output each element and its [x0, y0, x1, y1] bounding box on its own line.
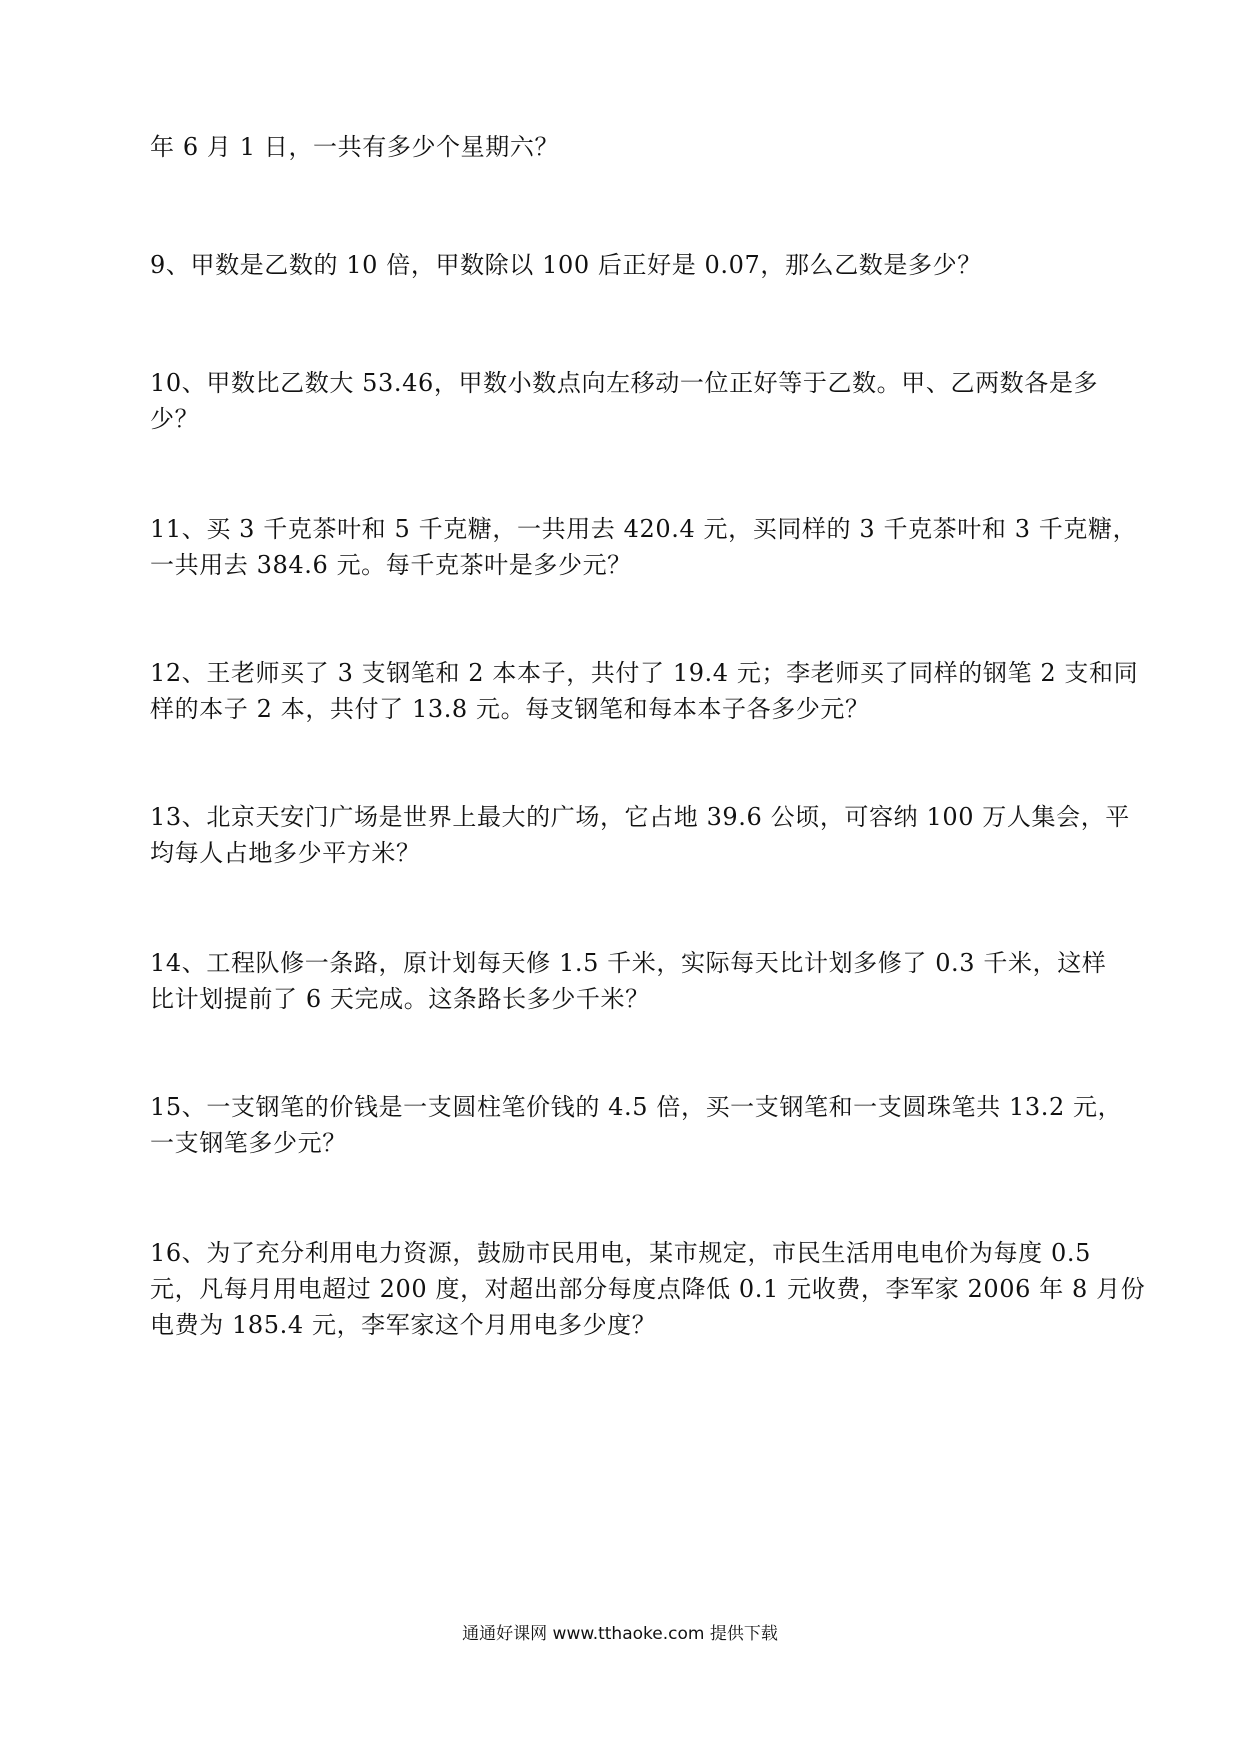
problem-12-line-2: 样的本子 2 本，共付了 13.8 元。每支钢笔和每本本子各多少元？	[150, 695, 870, 723]
problem-16-line-2: 元，凡每月用电超过 200 度，对超出部分每度点降低 0.1 元收费，李军家 2006 年 8 月份	[150, 1275, 1146, 1303]
problem-16-line-3: 电费为 185.4 元，李军家这个月用电多少度？	[150, 1311, 657, 1339]
problem-9: 9、甲数是乙数的 10 倍，甲数除以 100 后正好是 0.07，那么乙数是多少？	[150, 251, 982, 279]
problem-13-line-1: 13、北京天安门广场是世界上最大的广场，它占地 39.6 公顷，可容纳 100 万人集会，平	[150, 803, 1130, 831]
problem-15-line-2: 一支钢笔多少元？	[150, 1129, 347, 1157]
problem-15-line-1: 15、一支钢笔的价钱是一支圆柱笔价钱的 4.5 倍，买一支钢笔和一支圆珠笔共 13.2 元，	[150, 1093, 1123, 1121]
problem-13-line-2: 均每人占地多少平方米？	[150, 839, 421, 867]
problem-14-line-1: 14、工程队修一条路，原计划每天修 1.5 千米，实际每天比计划多修了 0.3 千米，这样	[150, 949, 1107, 977]
problem-16-line-1: 16、为了充分利用电力资源，鼓励市民用电，某市规定，市民生活用电电价为每度 0.5	[150, 1239, 1091, 1267]
problem-8-continuation: 年 6 月 1 日，一共有多少个星期六？	[150, 133, 560, 161]
problem-10-line-2: 少？	[150, 405, 200, 433]
footer-source: 通通好课网 www.tthaoke.com 提供下载	[462, 1624, 778, 1644]
problem-11-line-2: 一共用去 384.6 元。每千克茶叶是多少元？	[150, 551, 632, 579]
problem-14-line-2: 比计划提前了 6 天完成。这条路长多少千米？	[150, 985, 650, 1013]
problem-10-line-1: 10、甲数比乙数大 53.46，甲数小数点向左移动一位正好等于乙数。甲、乙两数各是多	[150, 369, 1099, 397]
problem-12-line-1: 12、王老师买了 3 支钢笔和 2 本本子，共付了 19.4 元；李老师买了同样的钢笔 2 支和同	[150, 659, 1139, 687]
problem-11-line-1: 11、买 3 千克茶叶和 5 千克糖，一共用去 420.4 元，买同样的 3 千克茶叶和 3 千克糖，	[150, 515, 1138, 543]
